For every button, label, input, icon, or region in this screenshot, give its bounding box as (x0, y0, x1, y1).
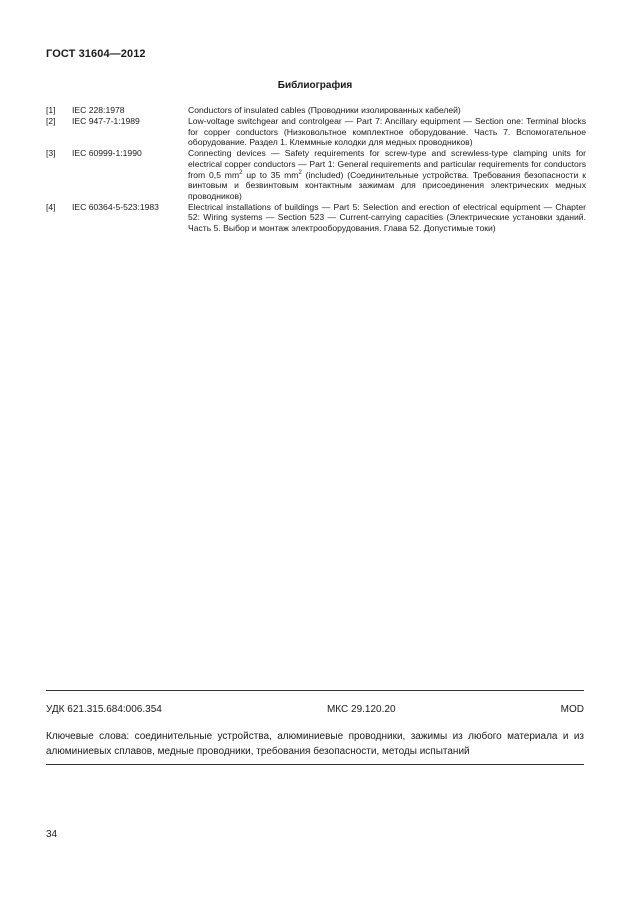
entry-text-part: Low-voltage switchgear and controlgear — Part 7: Ancillary equipment — Section one: Terminal blocks for copper conductors (Низковольтное комплектное оборудование. Часть 7. Вспомогательное оборудование. Раздел 1. Клеммные колодки для медных проводников) (188, 116, 586, 148)
bibliography-entry-2 (46, 116, 586, 148)
entry-number: [2] (46, 116, 56, 127)
footer-divider-top (46, 690, 584, 691)
entry-number: [4] (46, 201, 56, 212)
mks-code: МКС 29.120.20 (326, 704, 396, 715)
entry-code: IEC 947-7-1:1989 (72, 116, 140, 127)
entry-text-part: (included) (Соединительные устройства. Требования безопасности к винтовым и безвинтовым контактным зажимам для присоединения электрических медных проводников) (188, 169, 587, 201)
entry-text (188, 116, 586, 148)
entry-code: IEC 60364-5-523:1983 (72, 201, 159, 212)
entry-text-part: Electrical installations of buildings — Part 5: Selection and erection of electrical equipment — Chapter 52: Wiring systems — Section 523 — Current-carrying capacities (Электрические установки зданий. Часть 5. Выбор и монтаж электрооборудования. Глава 52. Допустимые токи) (188, 201, 586, 234)
entry-text (188, 148, 586, 201)
superscript: 2 (239, 169, 243, 176)
entry-text-part: Conductors of insulated cables (Проводники изолированных кабелей) (188, 105, 461, 115)
superscript: 2 (298, 169, 302, 176)
udk-code: УДК 621.315.684:006.354 (46, 704, 162, 715)
bibliography-entry-4 (46, 202, 586, 234)
entry-text (188, 105, 586, 116)
entry-number: [3] (46, 148, 56, 159)
bibliography-list (46, 105, 586, 234)
bibliography-title: Библиография (277, 80, 353, 91)
document-header: ГОСТ 31604—2012 (46, 48, 146, 60)
keywords: Ключевые слова: соединительные устройства, алюминиевые проводники, зажимы из любого материала и из алюминиевых сплавов, медные проводники, требования безопасности, методы испытаний (46, 731, 584, 757)
classification-row (46, 704, 584, 715)
entry-text (188, 202, 586, 234)
entry-text-part: Connecting devices — Safety requirements for screw-type and screwless-type clamping units for electrical copper conductors — Part 1: General requirements and particular requirements for conductors from 0,5 mm (188, 148, 586, 180)
bibliography-entry-1 (46, 105, 586, 116)
entry-number: [1] (46, 105, 56, 115)
entry-code: IEC 228:1978 (72, 105, 125, 115)
bibliography-entry-3 (46, 148, 586, 201)
page-number: 34 (46, 829, 58, 840)
entry-text-part: up to 35 mm (242, 169, 299, 180)
mod-label: MOD (560, 704, 584, 715)
footer-divider-bottom (46, 764, 584, 765)
entry-code: IEC 60999-1:1990 (72, 148, 142, 159)
